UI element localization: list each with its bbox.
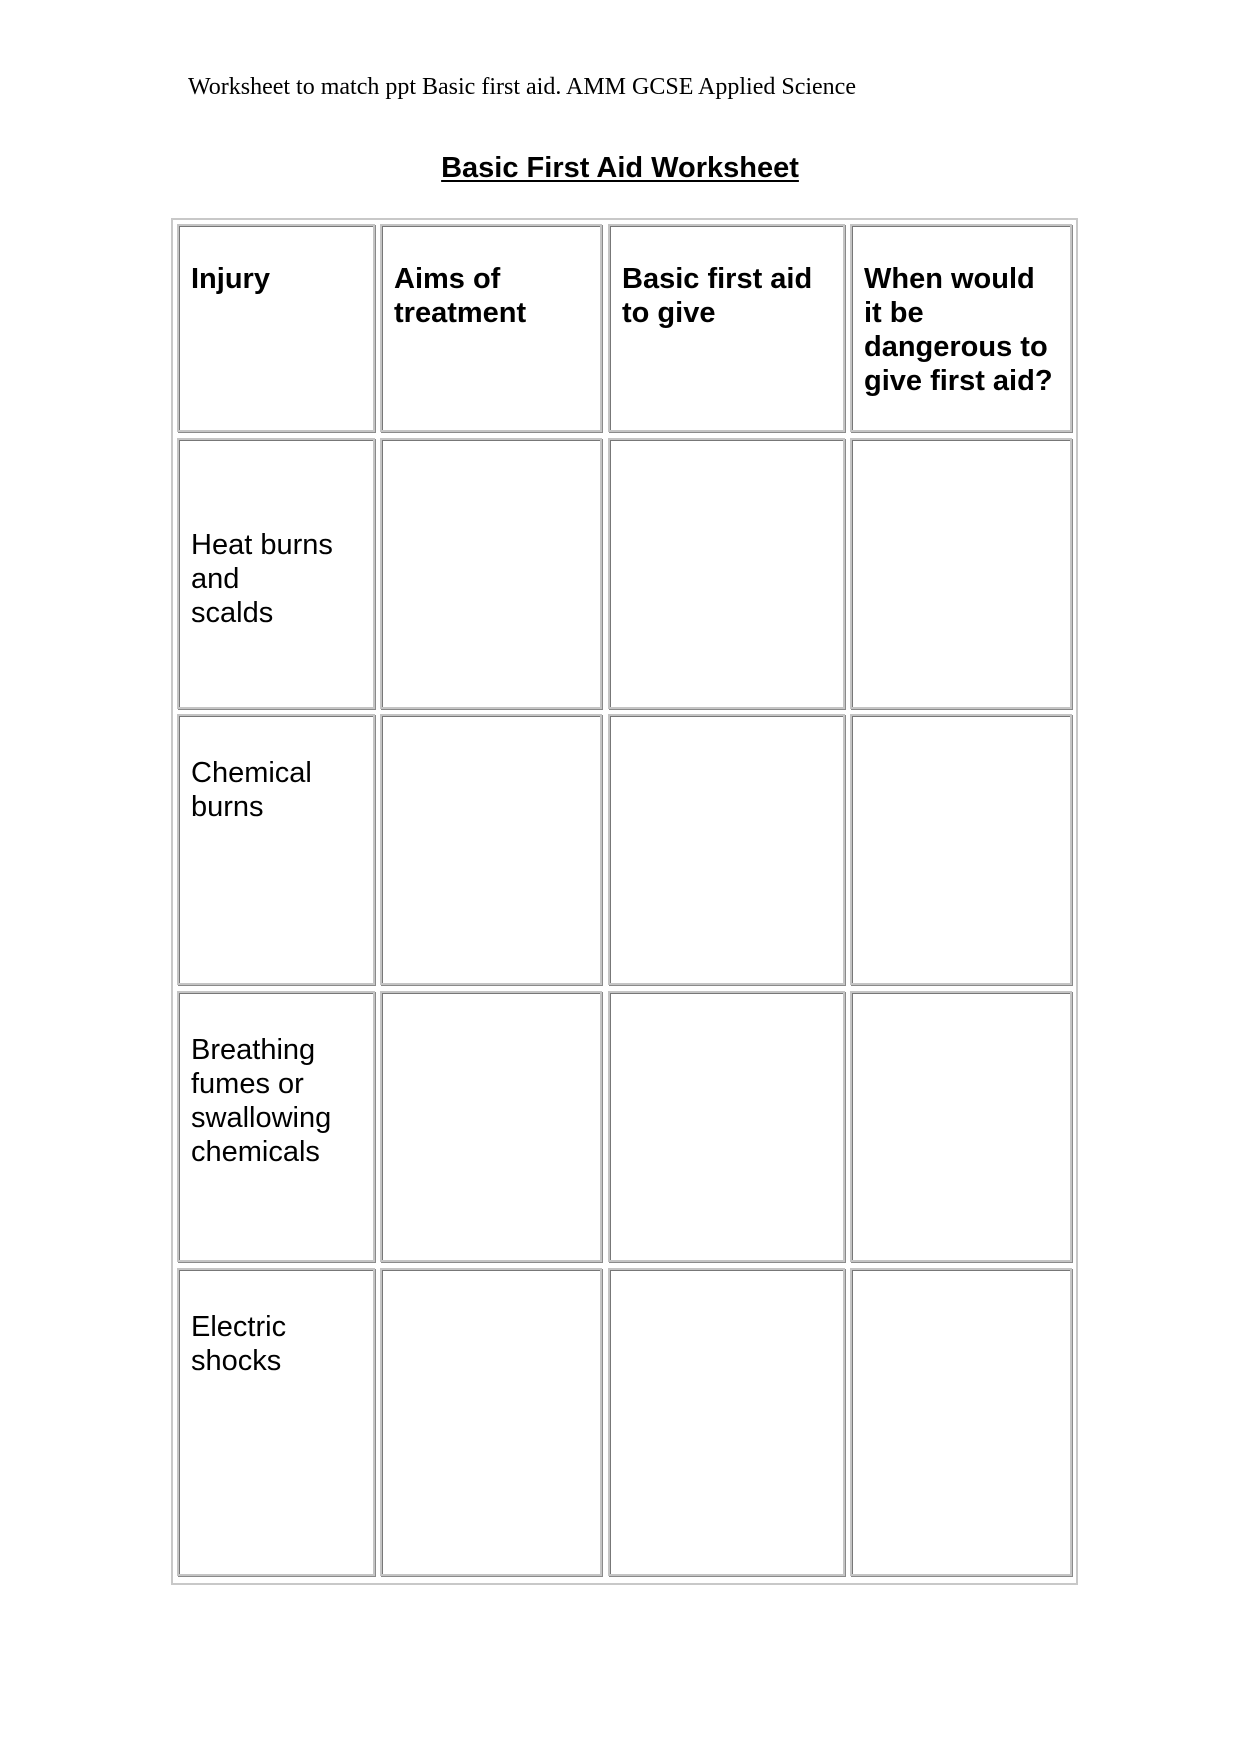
header-danger-line: When would [864, 263, 1035, 295]
first-aid-answer-cell[interactable] [608, 714, 845, 985]
first-aid-answer-cell[interactable] [608, 438, 845, 709]
header-cell-danger [850, 224, 1072, 432]
injury-line: shocks [191, 1345, 282, 1377]
header-aims-line: Aims of [394, 263, 501, 295]
header-danger-line: dangerous to [864, 331, 1048, 363]
first-aid-answer-cell[interactable] [608, 991, 845, 1262]
header-danger-line: it be [864, 297, 924, 329]
injury-cell [177, 991, 375, 1262]
header-cell-aims [380, 224, 602, 432]
aims-answer-cell[interactable] [380, 991, 602, 1262]
injury-line: Electric [191, 1311, 287, 1343]
injury-line: Heat burns [191, 529, 333, 561]
injury-line: fumes or [191, 1068, 304, 1100]
danger-answer-cell[interactable] [850, 1268, 1072, 1576]
injury-line: chemicals [191, 1136, 320, 1168]
header-injury-line: Injury [191, 263, 270, 295]
injury-cell [177, 438, 375, 709]
worksheet-table [171, 218, 1078, 1585]
header-first-aid-line: Basic first aid [622, 263, 813, 295]
danger-answer-cell[interactable] [850, 438, 1072, 709]
aims-answer-cell[interactable] [380, 714, 602, 985]
injury-line: Chemical [191, 757, 312, 789]
injury-cell [177, 1268, 375, 1576]
page-header: Worksheet to match ppt Basic first aid. AMM GCSE Applied Science [188, 74, 856, 100]
worksheet-title: Basic First Aid Worksheet [441, 152, 799, 184]
injury-line: burns [191, 791, 264, 823]
header-cell-first-aid [608, 224, 845, 432]
danger-answer-cell[interactable] [850, 714, 1072, 985]
injury-line: scalds [191, 597, 274, 629]
header-aims-line: treatment [394, 297, 527, 329]
injury-line: swallowing [191, 1102, 332, 1134]
danger-answer-cell[interactable] [850, 991, 1072, 1262]
injury-line: and [191, 563, 240, 595]
header-cell-injury [177, 224, 375, 432]
injury-cell [177, 714, 375, 985]
aims-answer-cell[interactable] [380, 1268, 602, 1576]
injury-line: Breathing [191, 1034, 316, 1066]
first-aid-answer-cell[interactable] [608, 1268, 845, 1576]
header-first-aid-line: to give [622, 297, 716, 329]
header-danger-line: give first aid? [864, 365, 1053, 397]
aims-answer-cell[interactable] [380, 438, 602, 709]
